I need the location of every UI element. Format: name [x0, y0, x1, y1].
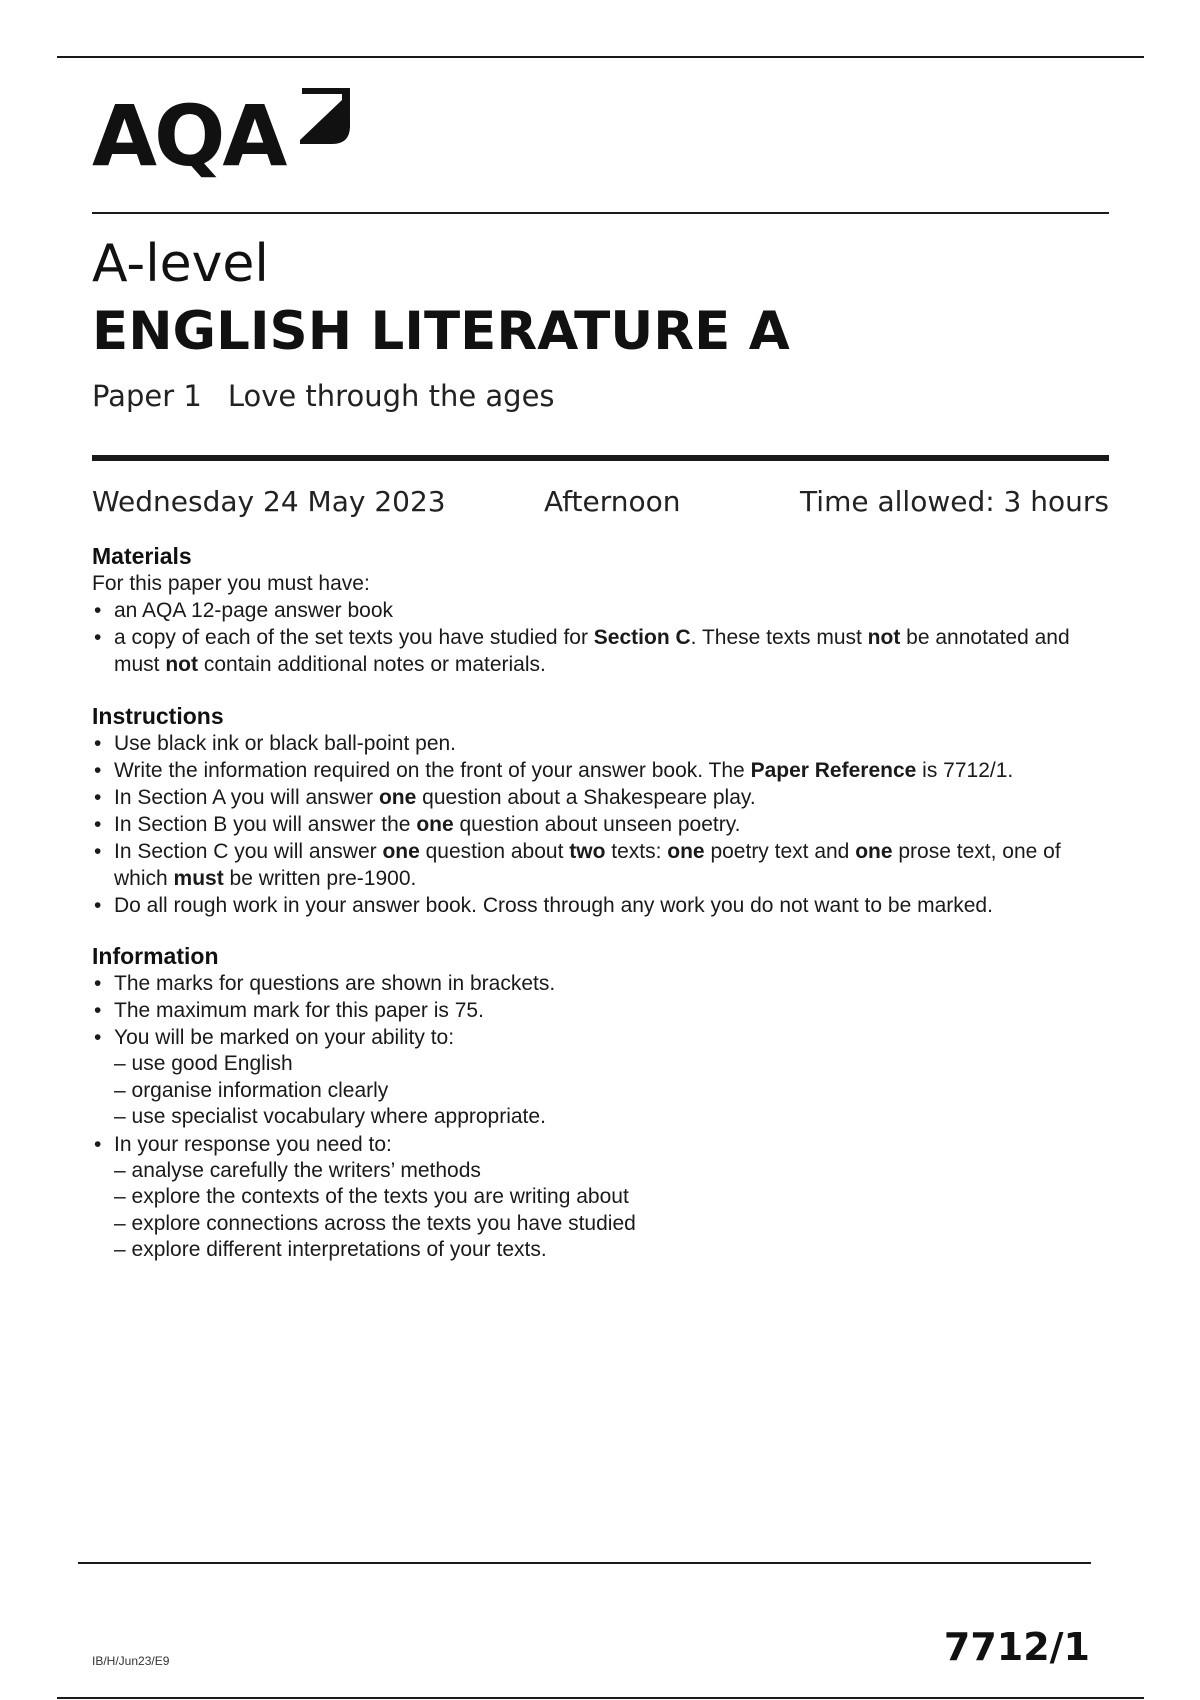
list-item: • a copy of each of the set texts you have studied for Section C. These texts must not be annotated and must not contain additional notes or materials. — [92, 624, 1109, 678]
information-list — [92, 970, 1109, 1051]
materials-list — [92, 597, 1109, 678]
list-item: • Use black ink or black ball-point pen. — [92, 730, 1109, 757]
logo-mark-icon — [298, 86, 352, 146]
paper-code: 7712/1 — [943, 1625, 1090, 1669]
sub-list-item: – explore different interpretations of your texts. — [114, 1238, 547, 1261]
sub-list-item: – explore the contexts of the texts you are writing about — [114, 1185, 629, 1208]
information-section — [92, 942, 1109, 1264]
exam-details — [92, 482, 1109, 522]
logo-divider — [92, 212, 1109, 214]
ability-sublist — [92, 1051, 1109, 1131]
information-list-continued — [92, 1131, 1109, 1158]
paper-title: Love through the ages — [227, 379, 555, 413]
sub-list-item: – use good English — [114, 1052, 293, 1075]
footer-rule — [78, 1562, 1091, 1564]
exam-date: Wednesday 24 May 2023 — [92, 485, 446, 518]
top-rule — [57, 56, 1144, 58]
materials-heading: Materials — [92, 543, 192, 569]
exam-session: Afternoon — [544, 485, 681, 518]
qualification-level: A-level — [92, 234, 269, 294]
sub-list-item: – organise information clearly — [114, 1078, 389, 1102]
materials-section — [92, 542, 1109, 678]
footer-reference: IB/H/Jun23/E9 — [92, 1654, 170, 1668]
logo-wordmark: AQA — [92, 87, 285, 185]
header-thick-rule — [92, 455, 1109, 461]
list-item: • Write the information required on the front of your answer book. The Paper Reference is 7712/1. — [92, 757, 1109, 784]
paper-line — [92, 376, 555, 416]
list-item: • The maximum mark for this paper is 75. — [92, 997, 1109, 1024]
sub-list-item: – explore connections across the texts you have studied — [114, 1211, 636, 1235]
list-item: • You will be marked on your ability to: — [92, 1024, 1109, 1051]
information-heading: Information — [92, 943, 219, 969]
list-item: • In Section C you will answer one question about two texts: one poetry text and one prose text, one of which must be written pre-1900. — [92, 838, 1109, 892]
materials-intro: For this paper you must have: — [92, 572, 370, 595]
list-item: • In your response you need to: — [92, 1131, 1109, 1158]
instructions-section — [92, 702, 1109, 919]
exam-time-allowed: Time allowed: 3 hours — [800, 485, 1109, 518]
response-sublist — [92, 1158, 1109, 1264]
list-item: • In Section B you will answer the one question about unseen poetry. — [92, 811, 1109, 838]
instructions-list — [92, 730, 1109, 919]
list-item: • an AQA 12-page answer book — [92, 597, 1109, 624]
paper-number: Paper 1 — [92, 379, 202, 413]
sub-list-item: – analyse carefully the writers’ methods — [114, 1158, 481, 1182]
list-item: • The marks for questions are shown in brackets. — [92, 970, 1109, 997]
instructions-heading: Instructions — [92, 703, 224, 729]
sub-list-item: – use specialist vocabulary where appropriate. — [114, 1105, 546, 1128]
list-item: • In Section A you will answer one question about a Shakespeare play. — [92, 784, 1109, 811]
subject-title: ENGLISH LITERATURE A — [92, 301, 790, 362]
list-item: • Do all rough work in your answer book. Cross through any work you do not want to be marked. — [92, 892, 1109, 919]
bottom-rule — [57, 1697, 1144, 1699]
